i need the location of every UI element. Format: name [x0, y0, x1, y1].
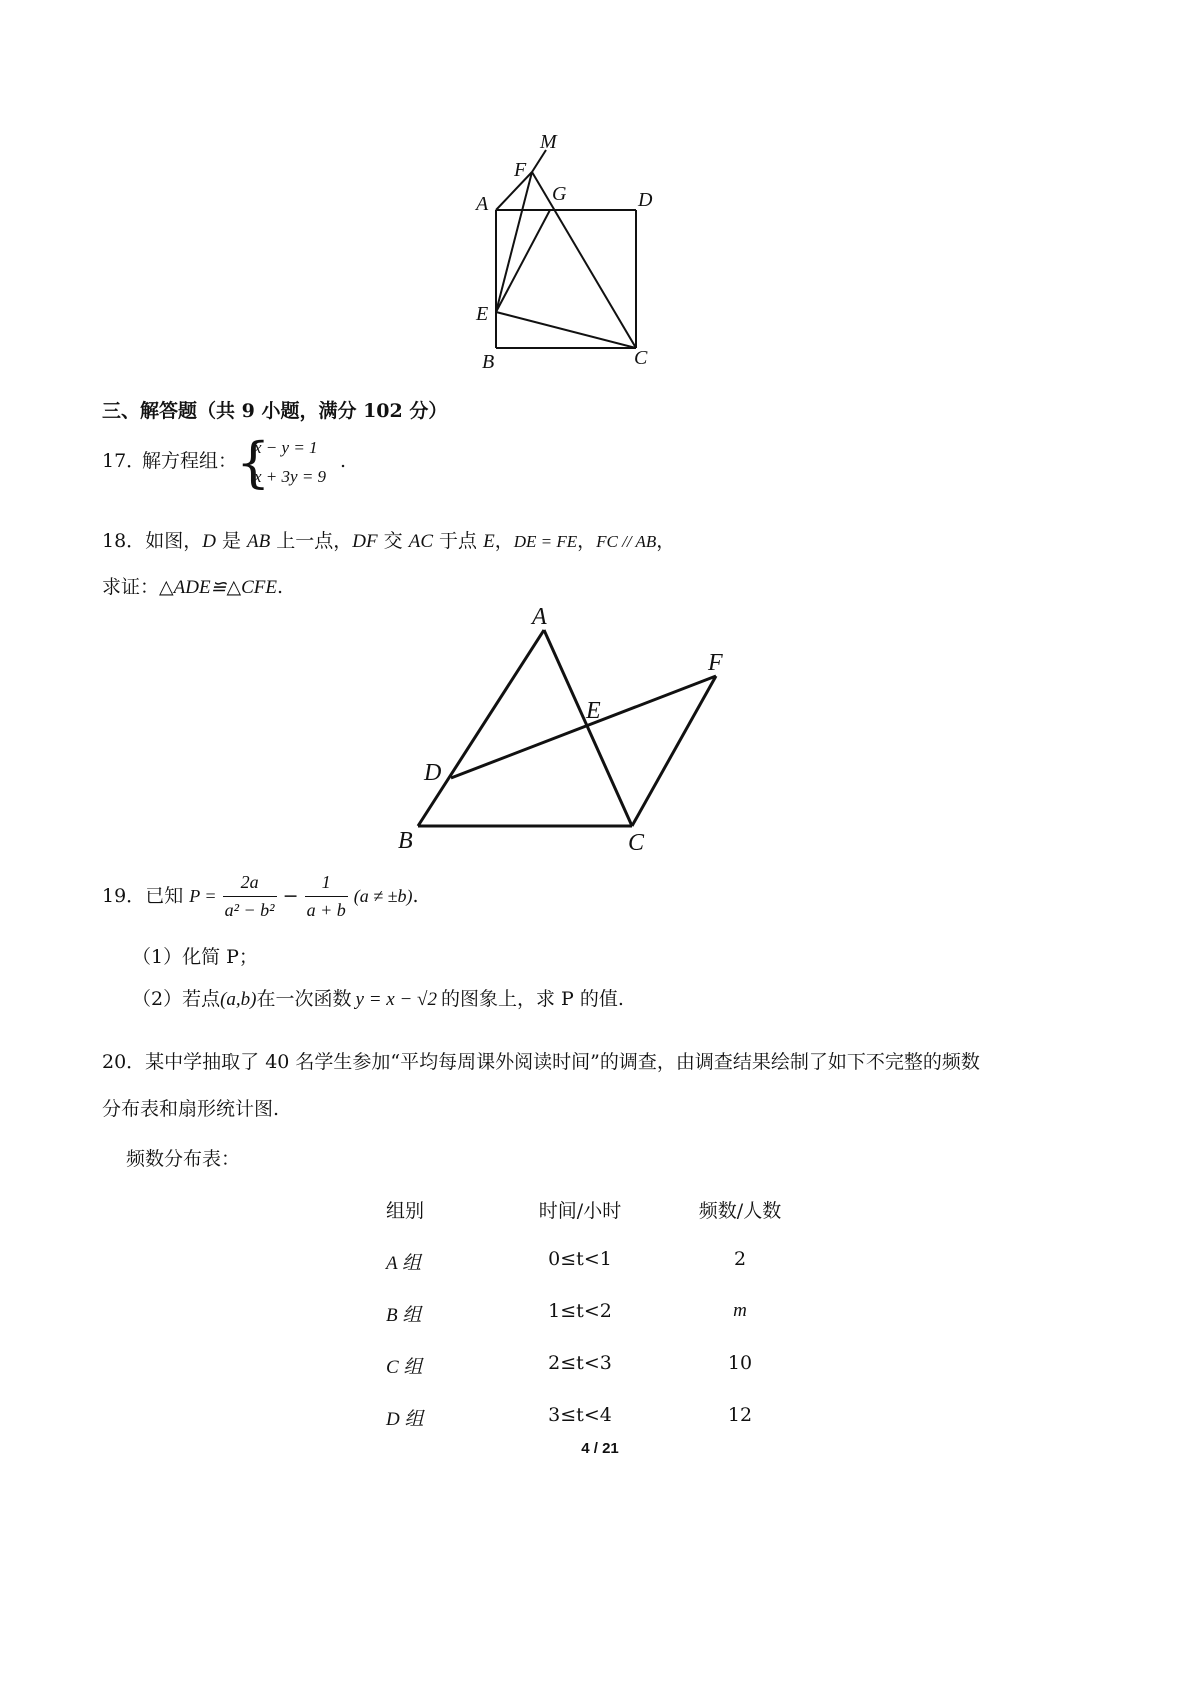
q18-text-d: 交 [377, 530, 409, 552]
table-row [340, 1248, 820, 1300]
label-m: M [540, 131, 557, 153]
q17-equation-1: x − y = 1 [254, 438, 318, 457]
table-header-row [340, 1196, 820, 1248]
q17-equation-2: x + 3y = 9 [254, 467, 327, 486]
table-header-group: 组别 [386, 1200, 425, 1222]
q17-period: . [340, 450, 347, 472]
q18-text-e: 于点 [433, 530, 484, 552]
section-title: 三、解答题（共 9 小题，满分 102 分） [102, 400, 448, 422]
q19-fraction-2-denominator: a + b [306, 899, 346, 920]
q18-prove-expression: △ADE≌△CFE [159, 577, 277, 598]
q18-prove-end: . [276, 576, 284, 598]
figure-triangle-geometry [388, 600, 748, 860]
label-c: C [634, 347, 648, 369]
q19-line-1 [102, 872, 419, 921]
q18-segment-ac: AC [408, 531, 433, 552]
q19-period: . [412, 885, 419, 908]
table-cell-group: A 组 [386, 1253, 422, 1274]
q18-text-h: ， [656, 530, 676, 552]
table-cell-range: 2≤t<3 [548, 1352, 612, 1374]
q20-line-1: 20．某中学抽取了 40 名学生参加“平均每周课外阅读时间”的调查，由调查结果绘制了如下不完整的频数 [102, 1051, 980, 1073]
ray-fm [532, 150, 546, 172]
table-cell-range: 0≤t<1 [548, 1248, 612, 1270]
table-cell-range: 3≤t<4 [548, 1404, 612, 1426]
table-header-count: 频数/人数 [698, 1200, 782, 1222]
q18-text-a: 如图， [145, 530, 203, 552]
table-cell-group: C 组 [386, 1357, 423, 1378]
q18-line-1 [102, 532, 675, 551]
q19-prefix: 已知 [145, 885, 184, 908]
label-b: B [398, 828, 413, 854]
q19-p-equals: P = [189, 885, 217, 906]
table-cell-count: 10 [727, 1352, 753, 1374]
segment-fe [496, 172, 532, 312]
label-a: A [476, 193, 489, 215]
label-a: A [532, 604, 547, 630]
q18-segment-ab: AB [247, 531, 271, 552]
segment-fc [532, 172, 636, 348]
segment-ab [418, 630, 544, 826]
table-cell-count: 2 [733, 1248, 747, 1270]
q19-fraction-1-denominator: a² − b² [224, 899, 275, 920]
table-cell-group: D 组 [386, 1409, 424, 1430]
q19-part-2-b: 在一次函数 [256, 988, 352, 1010]
label-c: C [628, 830, 645, 856]
label-g: G [552, 183, 567, 205]
q19-fraction-2 [305, 872, 348, 921]
table-cell-count: 12 [727, 1404, 753, 1426]
q19-part-2-point: (a,b) [220, 989, 257, 1010]
figure-square-geometry [470, 128, 680, 378]
page-number: 4 / 21 [581, 1440, 619, 1457]
q19-fraction-1-numerator: 2a [223, 872, 277, 897]
label-d: D [638, 189, 653, 211]
q19-part-2-c: 的图象上，求 P 的值. [440, 988, 624, 1010]
label-f: F [708, 650, 723, 676]
q18-text-f: ， [494, 530, 514, 552]
label-b: B [482, 351, 495, 373]
segment-df [451, 676, 716, 778]
q19-number: 19． [102, 885, 146, 908]
q18-prove-prefix: 求证： [102, 576, 160, 598]
segment-fc [632, 676, 716, 826]
q18-text-b: 是 [215, 530, 248, 552]
q18-point-e: E [483, 531, 495, 552]
table-cell-count: m [733, 1300, 747, 1321]
q17-prompt: 解方程组： [142, 450, 238, 472]
q18-text-g: ， [577, 530, 597, 552]
q19-fraction-1 [223, 872, 277, 921]
q20-table-caption: 频数分布表： [126, 1148, 241, 1170]
q18-condition-1: DE = FE [513, 532, 578, 551]
q18-text-c: 上一点， [270, 530, 353, 552]
label-e: E [476, 303, 489, 325]
label-f: F [514, 159, 527, 181]
frequency-table [340, 1196, 820, 1456]
q19-part-2-a: （2）若点 [132, 988, 221, 1010]
q17-number: 17． [102, 450, 146, 472]
q19-part-2-function: y = x − √2 [355, 989, 437, 1010]
q19-minus: − [282, 885, 299, 908]
q19-part-1: （1）化简 P； [132, 946, 258, 968]
label-e: E [586, 698, 601, 724]
segment-ge [496, 210, 550, 312]
table-header-time: 时间/小时 [538, 1200, 622, 1222]
q18-number: 18． [102, 530, 146, 552]
q18-condition-2: FC // AB [596, 532, 657, 551]
q19-part-2 [132, 990, 624, 1009]
table-row [340, 1300, 820, 1352]
q20-line-2: 分布表和扇形统计图. [102, 1098, 280, 1120]
table-cell-range: 1≤t<2 [548, 1300, 612, 1322]
table-row [340, 1352, 820, 1404]
table-cell-group: B 组 [386, 1305, 422, 1326]
segment-ac [544, 630, 632, 826]
label-d: D [424, 760, 442, 786]
q19-fraction-2-numerator: 1 [305, 872, 348, 897]
q17-brace: { [236, 431, 271, 494]
q19-condition: (a ≠ ±b) [353, 885, 413, 906]
q18-point-d: D [202, 531, 216, 552]
q18-segment-df: DF [352, 531, 378, 552]
q18-line-2 [102, 578, 283, 597]
segment-ec [496, 312, 636, 348]
